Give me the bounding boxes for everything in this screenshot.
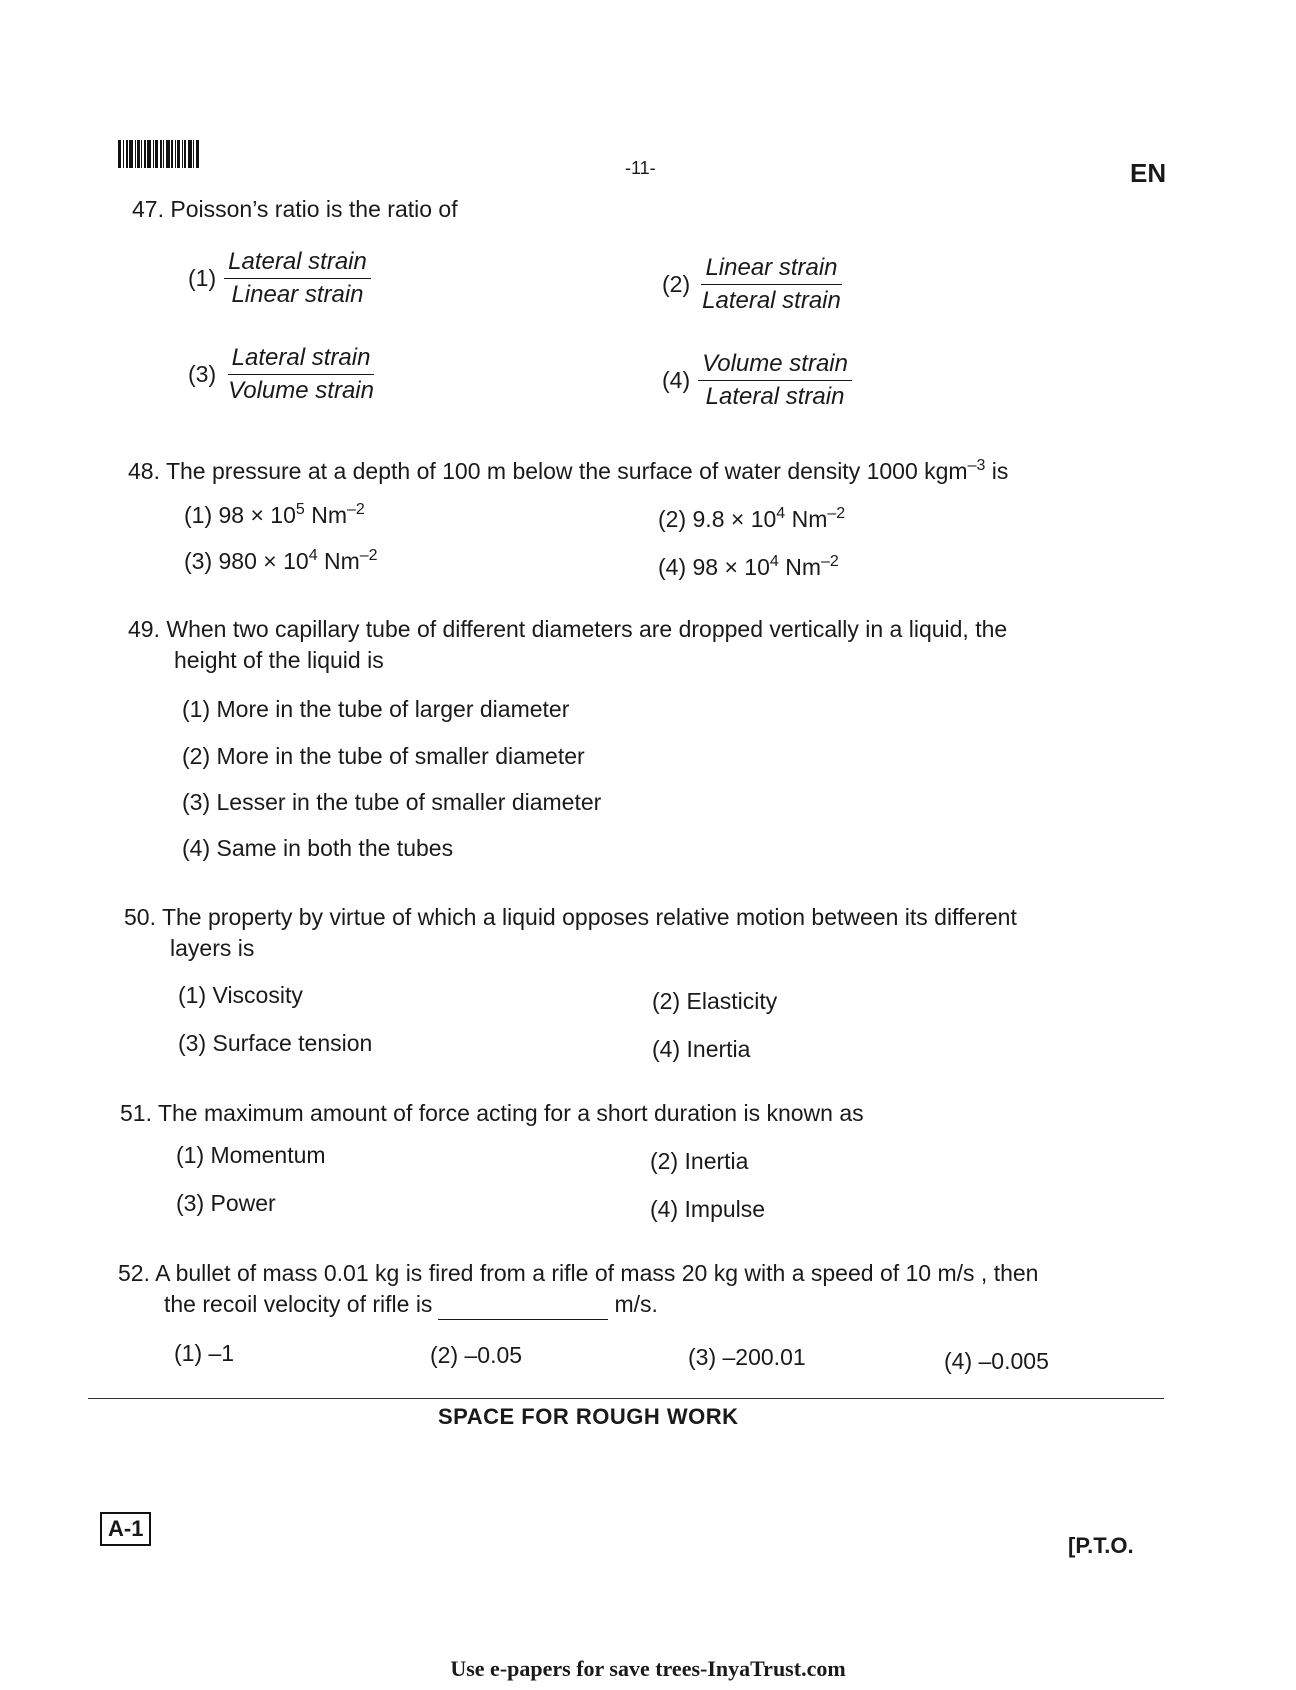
question-51 bbox=[120, 1098, 864, 1129]
question-text: When two capillary tube of different diameters are dropped vertically in a liquid, the bbox=[166, 616, 1008, 642]
option-49-2: (2) More in the tube of smaller diameter bbox=[182, 743, 585, 769]
option-52-4: (4) –0.005 bbox=[944, 1348, 1049, 1374]
option-49-3: (3) Lesser in the tube of smaller diameter bbox=[182, 789, 602, 815]
question-52: 52. A bullet of mass 0.01 kg is fired from a rifle of mass 20 kg with a speed of 10 m/s , then the recoil velocity of rifle is m/s. bbox=[118, 1258, 1158, 1320]
option-label: (3) bbox=[188, 361, 217, 387]
option-52-2: (2) –0.05 bbox=[430, 1342, 523, 1368]
numerator: Lateral strain bbox=[224, 248, 371, 279]
denominator: Lateral strain bbox=[702, 287, 841, 314]
option-label: (2) bbox=[662, 271, 691, 297]
question-text: A bullet of mass 0.01 kg is fired from a rifle of mass 20 kg with a speed of 10 m/s , then bbox=[155, 1260, 1039, 1286]
denominator: Volume strain bbox=[228, 377, 374, 404]
option-52-1: (1) –1 bbox=[174, 1340, 235, 1366]
denominator: Lateral strain bbox=[705, 383, 845, 410]
option-47-2 bbox=[662, 254, 845, 315]
language-code: EN bbox=[1130, 158, 1167, 188]
question-text: The maximum amount of force acting for a short duration is known as bbox=[157, 1100, 864, 1126]
option-49-1: (1) More in the tube of larger diameter bbox=[182, 696, 570, 722]
question-text: Poisson’s ratio is the ratio of bbox=[170, 196, 458, 222]
question-number: 52. bbox=[118, 1260, 150, 1286]
option-47-3 bbox=[188, 344, 378, 405]
numerator: Linear strain bbox=[701, 254, 841, 285]
option-51-4: (4) Impulse bbox=[650, 1196, 766, 1222]
question-49: 49. When two capillary tube of different diameters are dropped vertically in a liquid, the height of the liquid is bbox=[128, 616, 1008, 673]
option-52-3: (3) –200.01 bbox=[688, 1344, 806, 1370]
numerator: Lateral strain bbox=[228, 344, 375, 375]
fraction bbox=[698, 254, 845, 315]
question-number: 49. bbox=[128, 616, 160, 642]
option-47-4 bbox=[662, 350, 852, 411]
pto-note: [P.T.O. bbox=[1068, 1533, 1134, 1558]
fraction bbox=[698, 350, 852, 411]
option-51-2: (2) Inertia bbox=[650, 1148, 749, 1174]
option-49-4: (4) Same in both the tubes bbox=[182, 835, 454, 861]
option-label: (4) bbox=[662, 367, 691, 393]
option-51-1: (1) Momentum bbox=[176, 1142, 326, 1168]
question-50: 50. The property by virtue of which a liquid opposes relative motion between its different layers is bbox=[124, 904, 1017, 961]
fraction bbox=[224, 248, 371, 309]
option-48-3: (3) $980 \times 10^4$ $Nm^{-2}$ bbox=[184, 547, 378, 574]
question-48: 48. The pressure at a depth of 100 m below the surface of water density 1000 kgm$^{-3}$ is bbox=[128, 456, 1008, 487]
option-51-3: (3) Power bbox=[176, 1190, 276, 1216]
question-number: 51. bbox=[120, 1100, 152, 1126]
option-48-4: (4) $98 \times 10^4$ $Nm^{-2}$ bbox=[658, 553, 839, 580]
fraction bbox=[224, 344, 378, 405]
question-text: The pressure at a depth of 100 m below the surface of water density 1000 kgm bbox=[165, 458, 968, 484]
question-47 bbox=[132, 194, 458, 225]
question-text: The property by virtue of which a liquid opposes relative motion between its different bbox=[161, 904, 1017, 930]
booklet-code-box: A-1 bbox=[100, 1512, 151, 1546]
option-50-3: (3) Surface tension bbox=[178, 1030, 373, 1056]
option-50-2: (2) Elasticity bbox=[652, 988, 778, 1014]
divider-line bbox=[88, 1398, 1164, 1399]
option-label: (1) bbox=[188, 265, 217, 291]
barcode bbox=[118, 140, 216, 168]
option-50-4: (4) Inertia bbox=[652, 1036, 751, 1062]
answer-blank bbox=[438, 1297, 608, 1320]
rough-work-heading: SPACE FOR ROUGH WORK bbox=[438, 1404, 739, 1429]
question-number: 50. bbox=[124, 904, 156, 930]
question-number: 48. bbox=[128, 458, 160, 484]
option-47-1 bbox=[188, 248, 371, 309]
option-48-2: (2) $9.8 \times 10^4$ $Nm^{-2}$ bbox=[658, 505, 846, 532]
question-number: 47. bbox=[132, 196, 164, 222]
denominator: Linear strain bbox=[231, 281, 364, 308]
page-number: -11- bbox=[625, 158, 656, 178]
option-48-1: (1) $98 \times 10^5$ $Nm^{-2}$ bbox=[184, 501, 365, 528]
option-50-1: (1) Viscosity bbox=[178, 982, 303, 1008]
numerator: Volume strain bbox=[698, 350, 852, 381]
footer-note: Use e-papers for save trees-InyaTrust.com bbox=[450, 1656, 846, 1681]
exponent: –3 bbox=[967, 457, 986, 474]
